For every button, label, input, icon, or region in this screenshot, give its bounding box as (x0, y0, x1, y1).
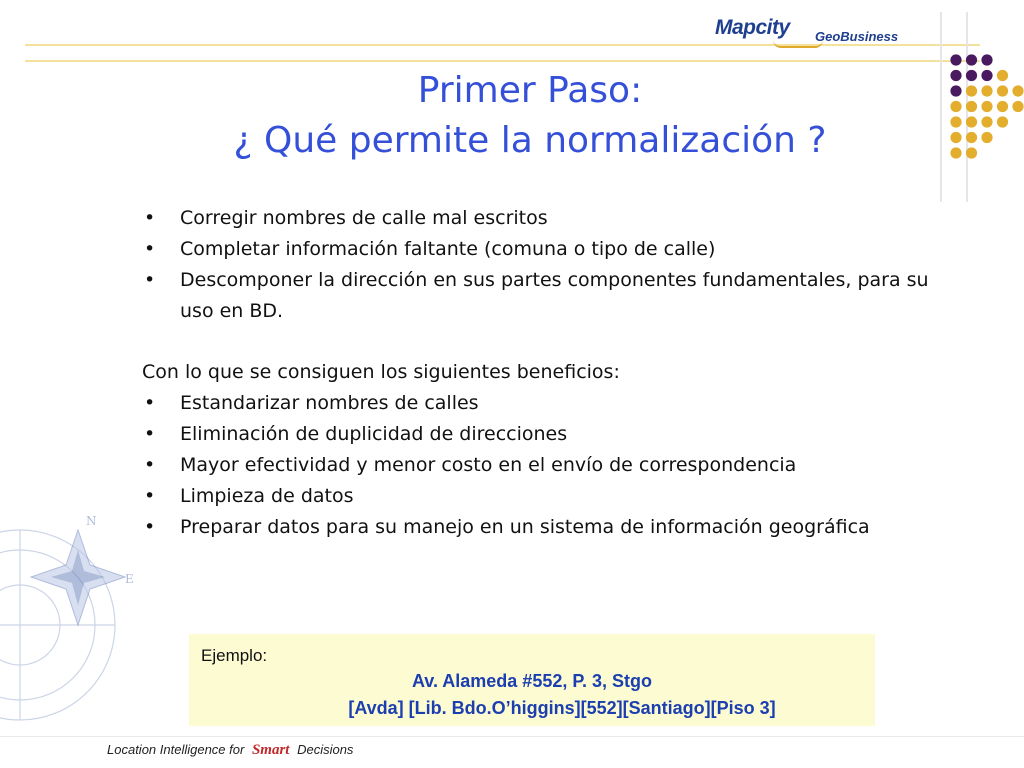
slide-title-line-1: Primer Paso: (417, 70, 643, 111)
decor-dot (997, 70, 1008, 81)
decor-dot (966, 101, 977, 112)
footer-smart: Smart (251, 742, 290, 758)
slide-title-line-2: ¿ Qué permite la normalización ? (233, 120, 827, 161)
decor-dot (1012, 101, 1023, 112)
example-box (189, 634, 875, 726)
example-label: Ejemplo: (201, 646, 268, 665)
decor-dot (997, 85, 1008, 96)
list-item: • Corregir nombres de calle mal escritos (142, 203, 942, 234)
footer-divider (0, 736, 1024, 737)
decor-dot (966, 116, 977, 127)
decor-dot (997, 116, 1008, 127)
footer-suffix: Decisions (297, 742, 354, 757)
benefits-list (142, 388, 942, 543)
list-item: • Descomponer la dirección en sus partes componentes fundamentales, para su uso en BD. (142, 265, 942, 327)
header-bottom-line (25, 60, 980, 62)
decor-dot (1012, 85, 1023, 96)
footer-tagline (107, 742, 353, 759)
normalization-list (142, 203, 942, 327)
footer-prefix: Location Intelligence for (107, 742, 245, 757)
decor-dot (981, 132, 992, 143)
header-top-line (25, 44, 980, 46)
decor-dot (981, 85, 992, 96)
slide-title (100, 66, 960, 166)
decor-dot (966, 132, 977, 143)
decor-dot (981, 70, 992, 81)
decor-dot (981, 54, 992, 65)
list-item: • Preparar datos para su manejo en un sistema de información geográfica (142, 512, 942, 543)
decor-dot (950, 54, 961, 65)
decor-dot (966, 147, 977, 158)
benefits-intro: Con lo que se consiguen los siguientes beneficios: (142, 361, 620, 383)
decor-dot (997, 101, 1008, 112)
list-item: • Mayor efectividad y menor costo en el envío de correspondencia (142, 450, 942, 481)
logo-sub-text: GeoBusiness (815, 29, 899, 44)
list-item: • Eliminación de duplicidad de direcciones (142, 419, 942, 450)
compass-letter-e: E (125, 572, 134, 586)
list-item: • Estandarizar nombres de calles (142, 388, 942, 419)
decor-dot (966, 70, 977, 81)
decor-dot (981, 116, 992, 127)
decor-dot (981, 101, 992, 112)
compass-letter-n: N (86, 514, 97, 528)
decor-dot (966, 85, 977, 96)
example-address: Av. Alameda #552, P. 3, Stgo (411, 671, 653, 691)
example-normalized-address: [Avda] [Lib. Bdo.O’higgins][552][Santiago][Piso 3] (348, 698, 776, 718)
compass-rose-icon (0, 505, 150, 730)
list-item: • Completar información faltante (comuna o tipo de calle) (142, 234, 942, 265)
decor-dot (966, 54, 977, 65)
logo-main-text: Mapcity (715, 16, 790, 39)
list-item: • Limpieza de datos (142, 481, 942, 512)
slide-body (142, 203, 942, 543)
